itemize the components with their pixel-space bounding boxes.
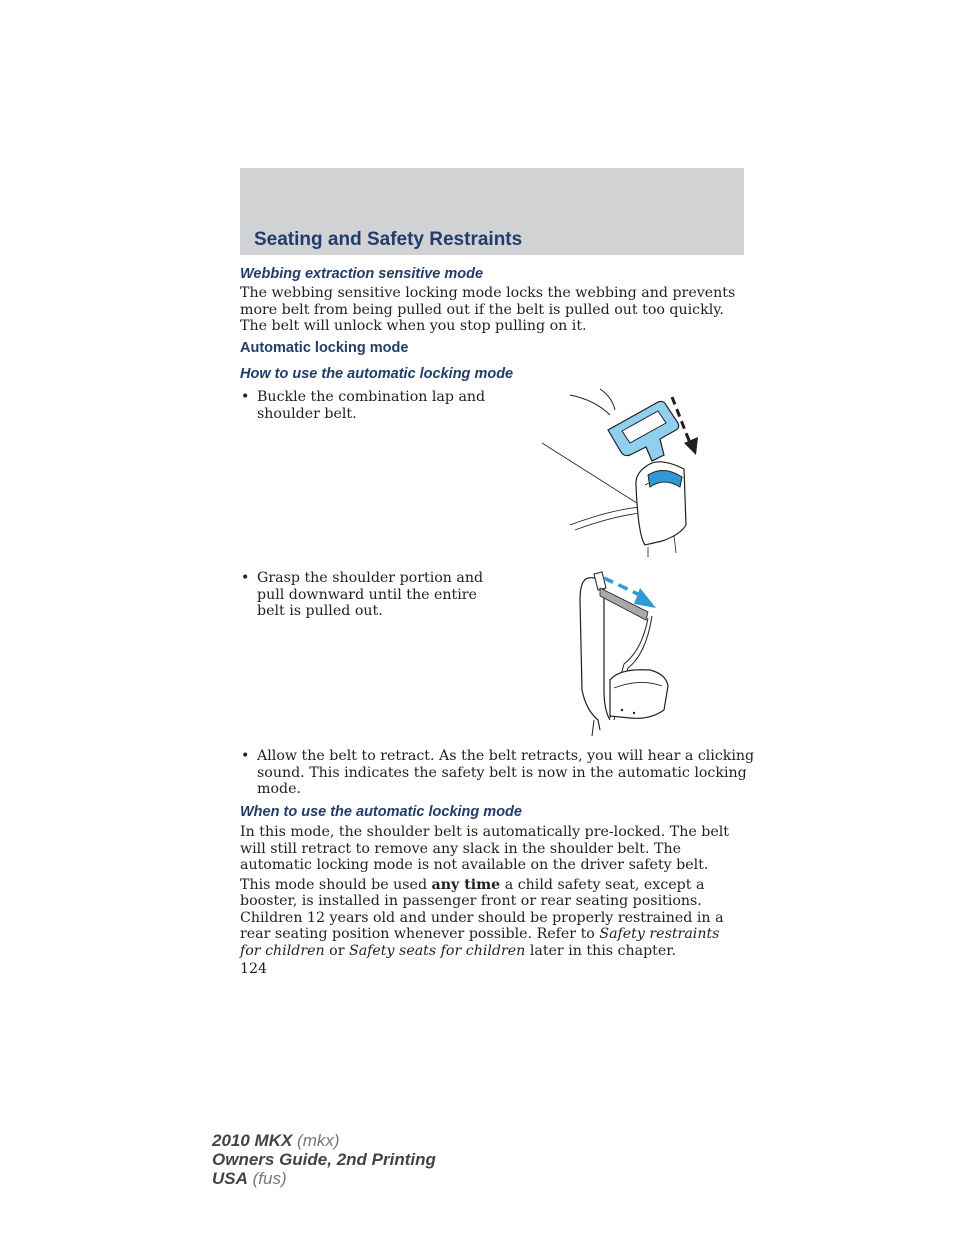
bullet-dot: • bbox=[241, 389, 250, 405]
footer-market: USA bbox=[212, 1169, 248, 1188]
reference-safety-seats: Safety seats for children bbox=[348, 942, 526, 959]
heading-automatic-locking: Automatic locking mode bbox=[240, 340, 409, 356]
section-title: Seating and Safety Restraints bbox=[254, 229, 523, 250]
footer-market-code: (fus) bbox=[247, 1169, 287, 1188]
section-automatic-locking bbox=[240, 340, 744, 356]
section-when-to-use bbox=[240, 804, 744, 978]
list-item bbox=[240, 389, 497, 422]
text-run: a child safety seat, except a booster, is installed in passenger front or rear seating positions. Children 12 years old and under should be properly restrained in a rear seating position whenever possible. Refer to bbox=[240, 876, 724, 942]
paragraph-webbing: The webbing sensitive locking mode locks the webbing and prevents more belt from being pulled out if the belt is pulled out too quickly. The belt will unlock when you stop pulling on it. bbox=[240, 285, 736, 334]
footer-model-code: (mkx) bbox=[292, 1131, 340, 1150]
footer-line-model bbox=[212, 1131, 436, 1150]
text-run: or bbox=[324, 942, 349, 959]
text-run: later in this chapter. bbox=[525, 942, 677, 959]
section-header-band bbox=[240, 168, 744, 255]
footer-line-market bbox=[212, 1169, 436, 1188]
emphasis-any-time: any time bbox=[431, 876, 501, 893]
heading-how-to-use: How to use the automatic locking mode bbox=[240, 366, 514, 382]
footer-guide: Owners Guide, 2nd Printing bbox=[212, 1150, 436, 1169]
page-number: 124 bbox=[240, 961, 268, 977]
text-run: This mode should be used bbox=[240, 876, 432, 893]
footer-model: 2010 MKX bbox=[212, 1131, 293, 1150]
buckle-illustration bbox=[540, 385, 705, 557]
reference-safety-restraints: Safety restraints for children bbox=[240, 926, 720, 959]
bullet-dot: • bbox=[241, 570, 250, 586]
footer-line-guide bbox=[212, 1150, 436, 1169]
bullet-text: Buckle the combination lap and shoulder belt. bbox=[257, 389, 486, 422]
heading-webbing-extraction: Webbing extraction sensitive mode bbox=[240, 266, 484, 282]
bullet-dot: • bbox=[241, 748, 250, 764]
bullet-text: Allow the belt to retract. As the belt retracts, you will hear a clicking sound. This indicates the safety belt is now in the automatic locking mode. bbox=[257, 748, 755, 797]
list-item bbox=[240, 570, 497, 620]
section-webbing bbox=[240, 266, 744, 335]
document-footer bbox=[212, 1131, 436, 1188]
paragraph-child-seat bbox=[240, 877, 744, 960]
bullet-text: Grasp the shoulder portion and pull downward until the entire belt is pulled out. bbox=[257, 570, 484, 619]
list-item bbox=[240, 748, 757, 798]
section-how-to-use bbox=[240, 366, 744, 382]
heading-when-to-use: When to use the automatic locking mode bbox=[240, 804, 522, 820]
seat-belt-pull-illustration bbox=[570, 570, 680, 740]
paragraph-prelocked: In this mode, the shoulder belt is automatically pre-locked. The belt will still retract to remove any slack in the shoulder belt. The automatic locking mode is not available on the driver safety belt. bbox=[240, 824, 730, 873]
